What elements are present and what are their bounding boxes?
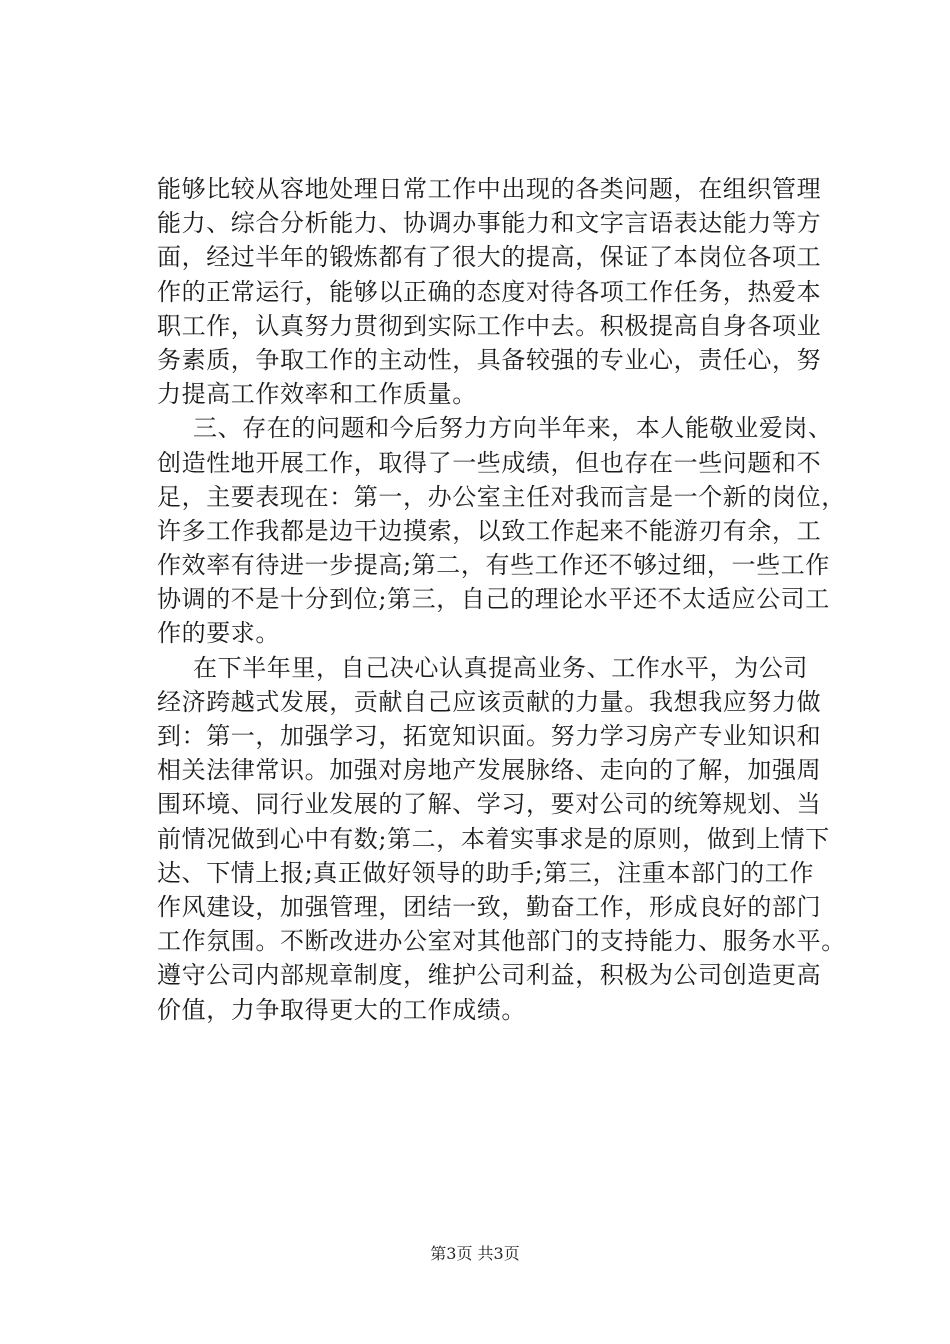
paragraph-line: 工作氛围。不断改进办公室对其他部门的支持能力、服务水平。: [157, 927, 846, 956]
paragraph-line: 务素质，争取工作的主动性，具备较强的专业心，责任心，努: [157, 345, 822, 374]
paragraph-line: 协调的不是十分到位;第三，自己的理论水平还不太适应公司工: [157, 585, 830, 614]
paragraph-line: 前情况做到心中有数;第二，本着实事求是的原则，做到上情下: [157, 824, 830, 853]
paragraph-line: 作风建设，加强管理，团结一致，勤奋工作，形成良好的部门: [157, 892, 822, 921]
paragraph-line: 三、存在的问题和今后努力方向半年来，本人能敬业爱岗、: [193, 414, 833, 443]
paragraph-line: 许多工作我都是边干边摸索，以致工作起来不能游刃有余，工: [157, 516, 822, 545]
paragraph-line: 能够比较从容地处理日常工作中出现的各类问题，在组织管理: [157, 175, 822, 203]
paragraph-line: 价值，力争取得更大的工作成绩。: [157, 995, 526, 1024]
paragraph-line: 作的正常运行，能够以正确的态度对待各项工作任务，热爱本: [157, 277, 822, 306]
paragraph-line: 围环境、同行业发展的了解、学习，要对公司的统筹规划、当: [157, 790, 822, 819]
paragraph-1: [157, 172, 822, 411]
paragraph-line: 作的要求。: [157, 619, 280, 648]
paragraph-line: 经济跨越式发展，贡献自己应该贡献的力量。我想我应努力做: [157, 687, 822, 716]
paragraph-line: 职工作，认真努力贯彻到实际工作中去。积极提高自身各项业: [157, 311, 822, 340]
paragraph-line: 创造性地开展工作，取得了一些成绩，但也存在一些问题和不: [157, 448, 822, 477]
paragraph-line: 面，经过半年的锻炼都有了很大的提高，保证了本岗位各项工: [157, 243, 822, 272]
paragraph-line: 能力、综合分析能力、协调办事能力和文字言语表达能力等方: [157, 209, 822, 238]
paragraph-line: 相关法律常识。加强对房地产发展脉络、走向的了解，加强周: [157, 756, 822, 785]
paragraph-line: 作效率有待进一步提高;第二，有些工作还不够过细，一些工作: [157, 551, 830, 580]
paragraph-3: [157, 651, 846, 1027]
page-number-footer: 第3页 共3页: [430, 1244, 520, 1263]
paragraph-2: [157, 411, 846, 650]
paragraph-line: 力提高工作效率和工作质量。: [157, 380, 477, 409]
paragraph-line: 足，主要表现在：第一，办公室主任对我而言是一个新的岗位，: [157, 482, 846, 511]
document-body: [157, 172, 846, 1027]
paragraph-line: 达、下情上报;真正做好领导的助手;第三，注重本部门的工作: [157, 858, 814, 887]
paragraph-line: 在下半年里，自己决心认真提高业务、工作水平，为公司: [193, 653, 808, 682]
paragraph-line: 遵守公司内部规章制度，维护公司利益，积极为公司创造更高: [157, 961, 822, 990]
paragraph-line: 到：第一，加强学习，拓宽知识面。努力学习房产专业知识和: [157, 722, 822, 750]
